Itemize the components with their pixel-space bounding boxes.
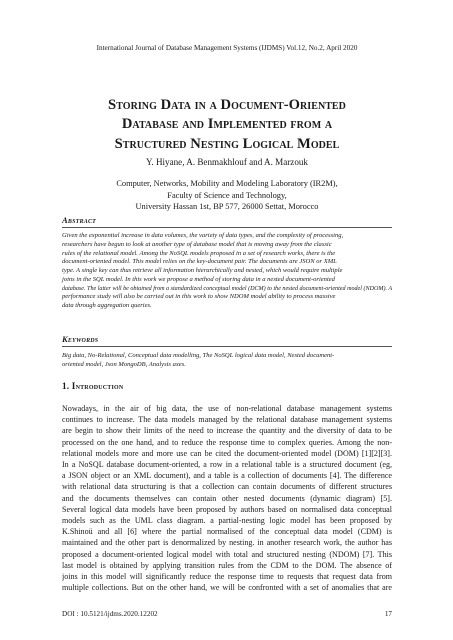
abstract-line: document-oriented model. This model relies on the key-document pair. The documents are JSON or XML xyxy=(62,258,337,266)
abstract-text xyxy=(62,232,392,311)
journal-header: International Journal of Database Management Systems (IJDMS) Vol.12, No.2, April 2020 xyxy=(96,44,358,52)
abstract-line: Given the exponential increase in data volumes, the variety of data types, and the complexity of processing, xyxy=(62,232,344,239)
body-line: relational models more and more use can be cited the document-oriented model (DOM) [1][2][3]. xyxy=(62,448,392,458)
abstract-line: rules of the relational model. Among the NoSQL models proposed in a set of research works, there is the xyxy=(62,249,336,257)
body-line: continues to increase. The data models managed by the relational database management systems xyxy=(62,415,392,425)
paper-title xyxy=(62,96,392,154)
keywords-heading: Keywords xyxy=(62,334,99,344)
body-line: joins in this model will significantly reduce the response time to requests that request data from xyxy=(62,572,392,582)
body-line: Several logical data models have been proposed by authors based on normalised data conceptual xyxy=(62,504,392,514)
body-line: proposed a document-oriented logical model with total and structured nesting (NDOM) [7]. This xyxy=(62,549,392,559)
body-line: In a NoSQL database document-oriented, a row in a relational table is a structured document (eg, xyxy=(62,460,392,470)
body-line: maintained and the other part is denormalized by nesting. in another research work, the author has xyxy=(62,538,392,548)
body-line: processed on the one hand, and to reduce the response time to complex queries. Among the non- xyxy=(62,437,392,447)
keywords-text xyxy=(62,352,392,370)
abstract-line: joins in the SQL model. In this work we propose a method of storing data in a nested document-oriented xyxy=(62,275,335,283)
body-line: models such as the UML class diagram. a partial-nesting logic model has been proposed by xyxy=(62,516,392,526)
body-line: and the documents themselves can contain other nested documents (dynamic diagram) [5]. xyxy=(62,493,392,503)
section-divider xyxy=(62,346,392,347)
abstract-line: type. A single key can thus retrieve all information hierarchically and nested, which would require multiple xyxy=(62,267,343,274)
affiliation-line: Faculty of Science and Technology, xyxy=(167,190,287,200)
title-line: Database and Implemented from a xyxy=(121,116,333,133)
body-line: multiple collections. But on the other hand, we will be confronted with a set of anomalies that are xyxy=(62,583,392,593)
affiliation xyxy=(62,178,392,213)
body-line: are begin to show their limits of the need to increase the quantity and the diversity of data to be xyxy=(62,426,392,436)
abstract-line: data through aggregation queries. xyxy=(62,302,152,309)
section-divider xyxy=(62,227,392,228)
body-line: Nowadays, in the air of big data, the use of non-relational database management systems xyxy=(62,404,392,413)
title-line: Structured Nesting Logical Model xyxy=(114,135,340,152)
abstract-heading: Abstract xyxy=(62,215,97,225)
introduction-heading: 1. Introduction xyxy=(62,381,124,391)
title-line: Storing Data in a Document-Oriented xyxy=(108,97,346,113)
page-number: 17 xyxy=(384,610,392,618)
body-line: a JSON object or an XML document), and a table is a collection of documents [4]. The difference xyxy=(62,471,392,481)
author-list: Y. Hiyane, A. Benmakhlouf and A. Marzouk xyxy=(146,157,308,167)
introduction-text xyxy=(62,403,392,593)
body-line: with relational data structuring is that a collection can contain documents of different structures xyxy=(62,482,392,492)
doi-text: DOI : 10.5121/ijdms.2020.12202 xyxy=(62,610,158,618)
keywords-line: Big data, No-Relational, Conceptual data modelling, The NoSQL logical data model, Nested document- xyxy=(62,352,335,359)
body-line: K.Shinoü and all [6] where the partial normalised of the conceptual data model (CDM) is xyxy=(62,527,392,537)
abstract-line: performance study will also be carried out in this work to show NDOM model ability to process massive xyxy=(62,293,336,301)
body-line: last model is obtained by applying transition rules from the CDM to the DOM. The absence of xyxy=(62,560,392,570)
affiliation-line: University Hassan 1st, BP 577, 26000 Settat, Morocco xyxy=(135,202,319,212)
abstract-line: database. The latter will be obtained from a standardized conceptual model (DCM) to the nested document-oriented model (NDOM). A xyxy=(62,285,393,292)
keywords-line: oriented model, Json MongoDB, Analysis axes. xyxy=(62,360,186,368)
abstract-line: researchers have begun to look at another type of database model that is moving away from the classic xyxy=(62,240,332,248)
affiliation-line: Computer, Networks, Mobility and Modeling Laboratory (IR2M), xyxy=(116,179,338,188)
